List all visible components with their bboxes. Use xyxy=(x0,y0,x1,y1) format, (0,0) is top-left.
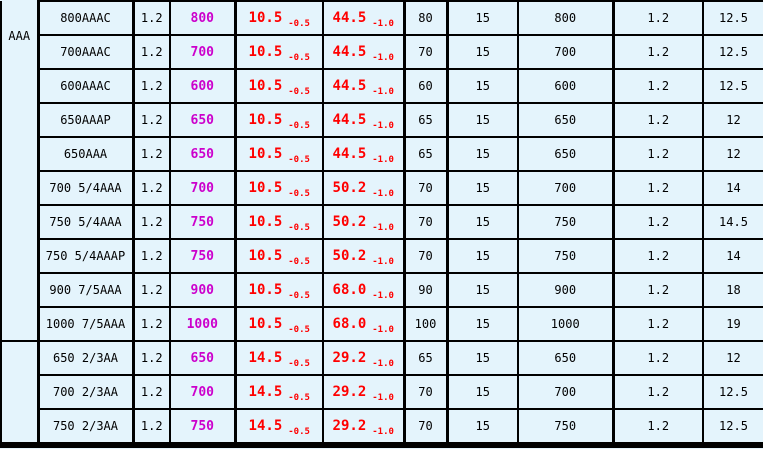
cell-diameter-value: 10.5 xyxy=(248,44,283,60)
cell-diameter-tolerance: -0.5 xyxy=(288,325,310,335)
cell-value-6: 70 xyxy=(404,171,447,205)
cell-diameter xyxy=(235,205,323,239)
cell-diameter-tolerance: -0.5 xyxy=(288,53,310,63)
table-row xyxy=(1,103,763,137)
cell-value-8: 750 xyxy=(518,205,613,239)
table-row xyxy=(1,409,763,445)
cell-height-value: 68.0 xyxy=(332,282,367,298)
cell-diameter xyxy=(235,69,323,103)
cell-value-7: 15 xyxy=(447,205,518,239)
cell-height-tolerance: -1.0 xyxy=(372,189,394,199)
cell-value-9: 1.2 xyxy=(613,307,703,341)
cell-diameter-value: 10.5 xyxy=(248,112,283,128)
cell-capacity: 750 xyxy=(170,409,235,445)
cell-diameter-value: 10.5 xyxy=(248,282,283,298)
cell-diameter-tolerance: -0.5 xyxy=(288,189,310,199)
cell-value-8: 700 xyxy=(518,375,613,409)
cell-model: 650AAA xyxy=(38,137,133,171)
cell-height xyxy=(323,103,404,137)
cell-value-7: 15 xyxy=(447,307,518,341)
cell-capacity: 700 xyxy=(170,171,235,205)
cell-diameter-tolerance: -0.5 xyxy=(288,359,310,369)
table-row xyxy=(1,307,763,341)
cell-diameter xyxy=(235,1,323,35)
battery-group-label: AAA xyxy=(1,1,38,341)
cell-model: 650 2/3AA xyxy=(38,341,133,375)
cell-diameter-tolerance: -0.5 xyxy=(288,257,310,267)
cell-voltage: 1.2 xyxy=(133,69,170,103)
cell-diameter-tolerance: -0.5 xyxy=(288,427,310,437)
cell-value-10: 18 xyxy=(703,273,763,307)
cell-diameter-value: 10.5 xyxy=(248,316,283,332)
cell-capacity: 750 xyxy=(170,239,235,273)
cell-value-10: 12.5 xyxy=(703,375,763,409)
cell-capacity: 650 xyxy=(170,103,235,137)
cell-voltage: 1.2 xyxy=(133,239,170,273)
cell-height-tolerance: -1.0 xyxy=(372,121,394,131)
table-row xyxy=(1,273,763,307)
cell-value-8: 700 xyxy=(518,171,613,205)
cell-diameter-value: 10.5 xyxy=(248,180,283,196)
cell-value-6: 65 xyxy=(404,341,447,375)
cell-value-8: 650 xyxy=(518,341,613,375)
cell-capacity: 900 xyxy=(170,273,235,307)
cell-diameter-value: 10.5 xyxy=(248,10,283,26)
cell-height xyxy=(323,69,404,103)
cell-voltage: 1.2 xyxy=(133,137,170,171)
cell-capacity: 700 xyxy=(170,35,235,69)
table-row xyxy=(1,35,763,69)
cell-voltage: 1.2 xyxy=(133,171,170,205)
cell-value-8: 750 xyxy=(518,409,613,445)
cell-height-tolerance: -1.0 xyxy=(372,223,394,233)
cell-value-9: 1.2 xyxy=(613,409,703,445)
cell-height-value: 50.2 xyxy=(332,214,367,230)
cell-height-value: 50.2 xyxy=(332,180,367,196)
cell-value-8: 900 xyxy=(518,273,613,307)
cell-diameter-tolerance: -0.5 xyxy=(288,19,310,29)
cell-model: 650AAAP xyxy=(38,103,133,137)
cell-value-9: 1.2 xyxy=(613,69,703,103)
cell-capacity: 800 xyxy=(170,1,235,35)
cell-capacity: 650 xyxy=(170,137,235,171)
cell-height-tolerance: -1.0 xyxy=(372,19,394,29)
cell-diameter-value: 14.5 xyxy=(248,384,283,400)
cell-model: 700 2/3AA xyxy=(38,375,133,409)
cell-diameter xyxy=(235,239,323,273)
cell-height-value: 68.0 xyxy=(332,316,367,332)
cell-height-value: 29.2 xyxy=(332,350,367,366)
cell-capacity: 700 xyxy=(170,375,235,409)
cell-value-6: 65 xyxy=(404,137,447,171)
cell-value-10: 14 xyxy=(703,239,763,273)
cell-value-10: 12 xyxy=(703,137,763,171)
cell-value-7: 15 xyxy=(447,375,518,409)
cell-capacity: 1000 xyxy=(170,307,235,341)
cell-height-tolerance: -1.0 xyxy=(372,325,394,335)
cell-diameter-value: 10.5 xyxy=(248,214,283,230)
cell-value-7: 15 xyxy=(447,35,518,69)
cell-value-8: 700 xyxy=(518,35,613,69)
cell-value-10: 12 xyxy=(703,341,763,375)
cell-height xyxy=(323,205,404,239)
cell-height-tolerance: -1.0 xyxy=(372,291,394,301)
cell-value-9: 1.2 xyxy=(613,341,703,375)
cell-height xyxy=(323,239,404,273)
cell-value-8: 750 xyxy=(518,239,613,273)
cell-diameter-value: 10.5 xyxy=(248,78,283,94)
cell-height xyxy=(323,35,404,69)
cell-value-8: 800 xyxy=(518,1,613,35)
cell-value-6: 65 xyxy=(404,103,447,137)
cell-value-10: 19 xyxy=(703,307,763,341)
cell-value-10: 14 xyxy=(703,171,763,205)
cell-diameter-tolerance: -0.5 xyxy=(288,291,310,301)
cell-voltage: 1.2 xyxy=(133,375,170,409)
cell-value-6: 70 xyxy=(404,35,447,69)
table-row xyxy=(1,137,763,171)
table-row xyxy=(1,341,763,375)
cell-diameter xyxy=(235,103,323,137)
cell-voltage: 1.2 xyxy=(133,103,170,137)
cell-height xyxy=(323,307,404,341)
cell-value-9: 1.2 xyxy=(613,171,703,205)
cell-diameter-tolerance: -0.5 xyxy=(288,155,310,165)
cell-diameter-tolerance: -0.5 xyxy=(288,121,310,131)
cell-value-9: 1.2 xyxy=(613,137,703,171)
cell-diameter xyxy=(235,35,323,69)
cell-value-6: 70 xyxy=(404,205,447,239)
cell-diameter-value: 14.5 xyxy=(248,418,283,434)
cell-capacity: 750 xyxy=(170,205,235,239)
cell-value-7: 15 xyxy=(447,137,518,171)
cell-height-tolerance: -1.0 xyxy=(372,427,394,437)
cell-voltage: 1.2 xyxy=(133,273,170,307)
table-row xyxy=(1,1,763,35)
cell-diameter-tolerance: -0.5 xyxy=(288,393,310,403)
cell-height xyxy=(323,137,404,171)
cell-height-value: 44.5 xyxy=(332,78,367,94)
cell-value-6: 60 xyxy=(404,69,447,103)
cell-value-7: 15 xyxy=(447,103,518,137)
cell-voltage: 1.2 xyxy=(133,35,170,69)
cell-height-tolerance: -1.0 xyxy=(372,53,394,63)
cell-value-10: 12.5 xyxy=(703,69,763,103)
cell-height-value: 50.2 xyxy=(332,248,367,264)
cell-voltage: 1.2 xyxy=(133,409,170,445)
cell-model: 700AAAC xyxy=(38,35,133,69)
cell-voltage: 1.2 xyxy=(133,205,170,239)
cell-value-6: 80 xyxy=(404,1,447,35)
battery-group-label xyxy=(1,341,38,445)
cell-value-7: 15 xyxy=(447,341,518,375)
cell-height-value: 44.5 xyxy=(332,44,367,60)
cell-diameter xyxy=(235,137,323,171)
cell-capacity: 650 xyxy=(170,341,235,375)
cell-height-value: 44.5 xyxy=(332,10,367,26)
cell-height-value: 44.5 xyxy=(332,112,367,128)
cell-value-6: 90 xyxy=(404,273,447,307)
cell-value-6: 100 xyxy=(404,307,447,341)
table-body xyxy=(1,1,763,445)
table-row xyxy=(1,171,763,205)
cell-height xyxy=(323,273,404,307)
cell-model: 800AAAC xyxy=(38,1,133,35)
cell-value-9: 1.2 xyxy=(613,35,703,69)
cell-value-6: 70 xyxy=(404,375,447,409)
cell-model: 750 5/4AAAP xyxy=(38,239,133,273)
cell-value-9: 1.2 xyxy=(613,103,703,137)
cell-diameter-value: 10.5 xyxy=(248,248,283,264)
cell-value-6: 70 xyxy=(404,409,447,445)
cell-height-value: 44.5 xyxy=(332,146,367,162)
cell-diameter-value: 10.5 xyxy=(248,146,283,162)
cell-diameter xyxy=(235,171,323,205)
cell-value-10: 14.5 xyxy=(703,205,763,239)
cell-model: 700 5/4AAA xyxy=(38,171,133,205)
cell-height xyxy=(323,341,404,375)
cell-height-tolerance: -1.0 xyxy=(372,257,394,267)
cell-height-value: 29.2 xyxy=(332,384,367,400)
cell-value-10: 12.5 xyxy=(703,1,763,35)
cell-capacity: 600 xyxy=(170,69,235,103)
table-row xyxy=(1,239,763,273)
cell-value-9: 1.2 xyxy=(613,273,703,307)
cell-model: 1000 7/5AAA xyxy=(38,307,133,341)
cell-value-9: 1.2 xyxy=(613,375,703,409)
cell-value-8: 1000 xyxy=(518,307,613,341)
cell-value-6: 70 xyxy=(404,239,447,273)
cell-diameter xyxy=(235,341,323,375)
cell-height-tolerance: -1.0 xyxy=(372,155,394,165)
cell-diameter xyxy=(235,273,323,307)
cell-diameter-tolerance: -0.5 xyxy=(288,87,310,97)
cell-diameter xyxy=(235,409,323,445)
cell-height xyxy=(323,171,404,205)
cell-height-tolerance: -1.0 xyxy=(372,359,394,369)
cell-value-8: 650 xyxy=(518,137,613,171)
cell-value-7: 15 xyxy=(447,1,518,35)
cell-value-9: 1.2 xyxy=(613,205,703,239)
cell-value-7: 15 xyxy=(447,409,518,445)
cell-model: 750 5/4AAA xyxy=(38,205,133,239)
cell-voltage: 1.2 xyxy=(133,307,170,341)
cell-height-tolerance: -1.0 xyxy=(372,393,394,403)
cell-diameter-value: 14.5 xyxy=(248,350,283,366)
cell-value-7: 15 xyxy=(447,171,518,205)
cell-value-8: 600 xyxy=(518,69,613,103)
cell-diameter-tolerance: -0.5 xyxy=(288,223,310,233)
cell-value-10: 12.5 xyxy=(703,35,763,69)
cell-model: 600AAAC xyxy=(38,69,133,103)
cell-model: 900 7/5AAA xyxy=(38,273,133,307)
table-row xyxy=(1,205,763,239)
cell-value-8: 650 xyxy=(518,103,613,137)
cell-value-7: 15 xyxy=(447,69,518,103)
cell-height xyxy=(323,1,404,35)
cell-value-10: 12.5 xyxy=(703,409,763,445)
cell-model: 750 2/3AA xyxy=(38,409,133,445)
cell-height xyxy=(323,375,404,409)
table-row xyxy=(1,375,763,409)
cell-voltage: 1.2 xyxy=(133,1,170,35)
cell-value-9: 1.2 xyxy=(613,239,703,273)
cell-voltage: 1.2 xyxy=(133,341,170,375)
cell-value-7: 15 xyxy=(447,273,518,307)
cell-diameter xyxy=(235,375,323,409)
cell-height-tolerance: -1.0 xyxy=(372,87,394,97)
cell-value-10: 12 xyxy=(703,103,763,137)
cell-value-9: 1.2 xyxy=(613,1,703,35)
table-row xyxy=(1,69,763,103)
cell-value-7: 15 xyxy=(447,239,518,273)
cell-diameter xyxy=(235,307,323,341)
cell-height-value: 29.2 xyxy=(332,418,367,434)
cell-height xyxy=(323,409,404,445)
